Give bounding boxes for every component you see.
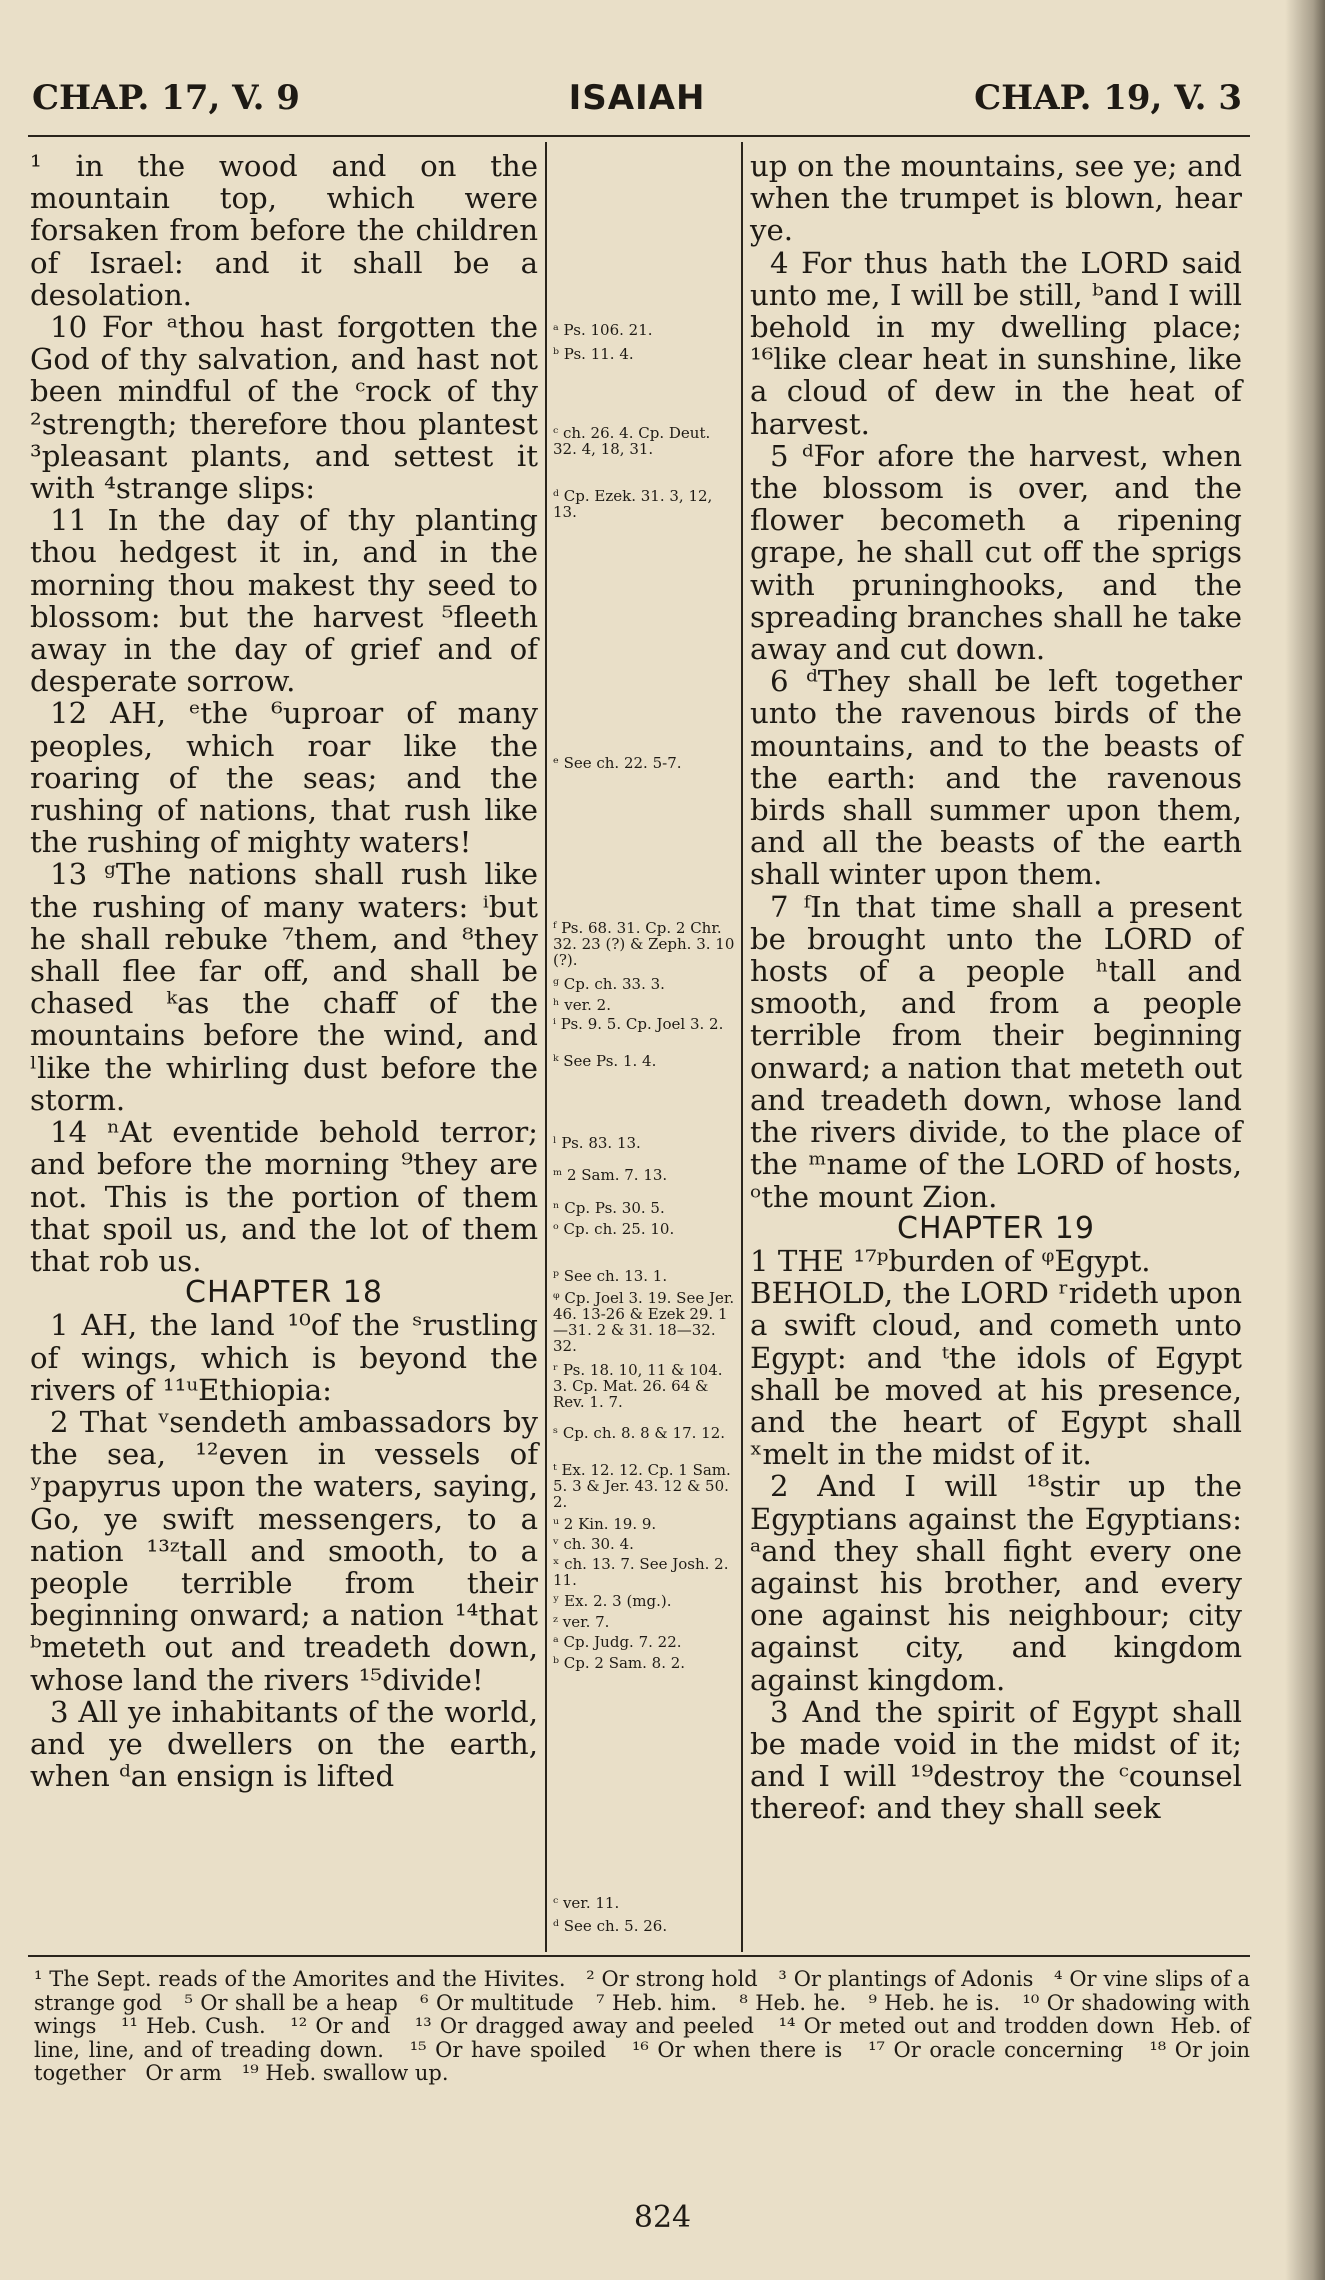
- cross-reference: ᵒ Cp. ch. 25. 10.: [553, 1220, 675, 1238]
- verse-paragraph: 6 ᵈThey shall be left together unto the ravenous birds of the mountains, and to the beasts of the earth: and the ravenous birds shall summer upon them, and all the beasts of the earth shall winter upon them.: [750, 664, 1242, 892]
- verse-paragraph: 14 ⁿAt eventide behold terror; and before the morning ⁹they are not. This is the portion of them that spoil us, and the lot of them that rob us.: [30, 1115, 538, 1278]
- footnote: ⁷ Heb. him.: [596, 1990, 718, 2015]
- column-divider-right: [741, 142, 743, 1952]
- cross-reference: ᵗ Ex. 12. 12. Cp. 1 Sam. 5. 3 & Jer. 43. 12 & 50. 2.: [553, 1461, 731, 1511]
- cross-reference: ˡ Ps. 83. 13.: [553, 1134, 641, 1152]
- cross-reference: ᵇ Ps. 11. 4.: [553, 345, 634, 363]
- cross-reference: ᵘ 2 Kin. 19. 9.: [553, 1515, 657, 1533]
- footnote: ¹⁵ Or have spoiled: [409, 2037, 607, 2062]
- cross-reference: ˢ Cp. ch. 8. 8 & 17. 12.: [553, 1424, 726, 1442]
- footnote: ¹⁷ Or oracle concerning: [868, 2037, 1124, 2062]
- footnote: Or arm: [145, 2061, 222, 2085]
- cross-reference: ᵇ Cp. 2 Sam. 8. 2.: [553, 1654, 686, 1672]
- footnote: ¹⁶ Or when there is: [631, 2037, 843, 2062]
- footnote: ¹³ Or dragged away and peeled: [414, 2014, 754, 2038]
- verse-paragraph: 10 For ᵃthou hast forgotten the God of thy salvation, and hast not been mindful of the ᶜrock of thy ²strength; therefore thou plantest ³pleasant plants, and settest it with ⁴strange slips:: [30, 310, 538, 506]
- cross-reference: ʳ Ps. 18. 10, 11 & 104. 3. Cp. Mat. 26. 64 & Rev. 1. 7.: [553, 1361, 723, 1411]
- cross-reference: ᶜ ch. 26. 4. Cp. Deut. 32. 4, 18, 31.: [553, 424, 711, 458]
- footnote: ¹² Or and: [290, 2014, 391, 2038]
- footnote: ¹⁰ Or shadowing with wings: [34, 1990, 1251, 2038]
- cross-reference: ᶜ ver. 11.: [553, 1894, 620, 1912]
- footnote: ⁸ Heb. he.: [739, 1990, 847, 2015]
- verse-paragraph: 3 And the spirit of Egypt shall be made void in the midst of it; and I will ¹⁹destroy the ᶜcounsel thereof: and they shall seek: [750, 1694, 1242, 1826]
- verse-paragraph: 5 ᵈFor afore the harvest, when the blossom is over, and the flower becometh a ripening grape, he shall cut off the sprigs with pruninghooks, and the spreading branches shall he take away and cut down.: [750, 438, 1242, 667]
- footnote: ³ Or plantings of Adonis: [778, 1967, 1034, 1991]
- chapter-heading: CHAPTER 19: [897, 1210, 1095, 1246]
- footnote: ¹⁹ Heb. swallow up.: [241, 2061, 449, 2085]
- page-number: 824: [633, 2200, 692, 2235]
- cross-reference: ᵍ Cp. ch. 33. 3.: [553, 975, 665, 993]
- cross-reference: ᵈ See ch. 5. 26.: [553, 1917, 668, 1935]
- footnote: Heb. of line, line, and of treading down.: [34, 2014, 1251, 2062]
- cross-reference-column: [553, 150, 735, 1950]
- page-edge-shadow: [1285, 0, 1325, 2280]
- cross-reference: ᵈ Cp. Ezek. 31. 3, 12, 13.: [553, 487, 713, 521]
- cross-reference: ᵐ 2 Sam. 7. 13.: [553, 1166, 668, 1184]
- footnote: ² Or strong hold: [586, 1967, 758, 1991]
- header-divider: [28, 135, 1250, 137]
- text-column-right: [750, 150, 1242, 1950]
- cross-reference: ʰ ver. 2.: [553, 996, 611, 1014]
- header-left: CHAP. 17, V. 9: [32, 78, 300, 118]
- cross-reference: ᶠ Ps. 68. 31. Cp. 2 Chr. 32. 23 (?) & Zeph. 3. 10 (?).: [553, 919, 735, 969]
- footnotes: [34, 1968, 1250, 2086]
- cross-reference: ᵉ See ch. 22. 5-7.: [553, 754, 682, 772]
- footnote: ¹⁸ Or join together: [34, 2037, 1251, 2085]
- verse-paragraph: 4 For thus hath the LORD said unto me, I will be still, ᵇand I will behold in my dwelling place; ¹⁶like clear heat in sunshine, like a cloud of dew in the heat of harvest.: [750, 245, 1242, 441]
- header-right: CHAP. 19, V. 3: [974, 78, 1242, 118]
- verse-paragraph: up on the mountains, see ye; and when the trumpet is blown, hear ye.: [750, 149, 1242, 248]
- footnote-divider: [28, 1955, 1250, 1957]
- cross-reference: ᵛ ch. 30. 4.: [553, 1535, 634, 1553]
- cross-reference: ᶻ ver. 7.: [553, 1613, 610, 1631]
- cross-reference: ⁱ Ps. 9. 5. Cp. Joel 3. 2.: [553, 1015, 724, 1033]
- verse-paragraph: 7 ᶠIn that time shall a present be brought unto the LORD of hosts of a people ʰtall and smooth, and from a people terrible from their beginning onward; a nation that meteth out and treadeth down, whose land the rivers divide, to the place of the ᵐname of the LORD of hosts, ᵒthe mount Zion.: [750, 889, 1242, 1214]
- verse-paragraph: 2 That ᵛsendeth ambassadors by the sea, ¹²even in vessels of ʸpapyrus upon the waters, saying, Go, ye swift messengers, to a nation ¹³ᶻtall and smooth, to a people terrible from their beginning onward; a nation ¹⁴that ᵇmeteth out and treadeth down, whose land the rivers ¹⁵divide!: [30, 1404, 538, 1697]
- cross-reference: ᵠ Cp. Joel 3. 19. See Jer. 46. 13-26 & Ezek 29. 1—31. 2 & 31. 18—32. 32.: [553, 1289, 735, 1355]
- verse-paragraph: BEHOLD, the LORD ʳrideth upon a swift cloud, and cometh unto Egypt: and ᵗthe idols of Egypt shall be moved at his presence, and the heart of Egypt shall ˣmelt in the midst of it.: [750, 1276, 1242, 1472]
- footnote: ⁵ Or shall be a heap: [184, 1990, 398, 2015]
- footnote: ⁹ Heb. he is.: [868, 1990, 1001, 2015]
- verse-paragraph: ¹ in the wood and on the mountain top, which were forsaken from before the children of Israel: and it shall be a desolation.: [30, 149, 538, 312]
- footnote: ¹ The Sept. reads of the Amorites and the Hivites.: [34, 1967, 566, 1991]
- verse-paragraph: 12 AH, ᵉthe ⁶uproar of many peoples, which roar like the roaring of the seas; and the rushing of nations, that rush like the rushing of mighty waters!: [30, 696, 538, 860]
- cross-reference: ⁿ Cp. Ps. 30. 5.: [553, 1199, 665, 1217]
- verse-paragraph: 13 ᵍThe nations shall rush like the rushing of many waters: ⁱbut he shall rebuke ⁷them, and ⁸they shall flee far off, and shall be chased ᵏas the chaff of the mountains before the wind, and ˡlike the whirling dust before the storm.: [30, 857, 538, 1117]
- cross-reference: ᵃ Ps. 106. 21.: [553, 321, 653, 339]
- cross-reference: ᵃ Cp. Judg. 7. 22.: [553, 1633, 682, 1651]
- verse-paragraph: 11 In the day of thy planting thou hedgest it in, and in the morning thou makest thy seed to blossom: but the harvest ⁵fleeth away in the day of grief and of desperate sorrow.: [30, 503, 538, 699]
- footnote-block: [34, 1968, 1250, 2086]
- verse-paragraph: 3 All ye inhabitants of the world, and ye dwellers on the earth, when ᵈan ensign is lifted: [30, 1694, 538, 1794]
- running-header: [32, 78, 1242, 128]
- cross-reference: ʸ Ex. 2. 3 (mg.).: [553, 1592, 672, 1610]
- cross-reference: ᵖ See ch. 13. 1.: [553, 1267, 668, 1285]
- footnote: ⁴ Or vine slips of a strange god: [34, 1967, 1250, 2015]
- footnote: ⁶ Or multitude: [420, 1990, 574, 2015]
- footnote: ¹¹ Heb. Cush.: [121, 2014, 266, 2038]
- verse-paragraph: 2 And I will ¹⁸stir up the Egyptians against the Egyptians: ᵃand they shall fight every one against his brother, and every one against his neighbour; city against city, and kingdom against kingdom.: [750, 1469, 1242, 1697]
- cross-reference: ˣ ch. 13. 7. See Josh. 2. 11.: [553, 1555, 729, 1589]
- verse-paragraph: 1 THE ¹⁷ᵖburden of ᵠEgypt.: [750, 1243, 1151, 1278]
- text-column-left: [30, 150, 538, 1950]
- header-book-title: ISAIAH: [568, 78, 706, 118]
- chapter-heading: CHAPTER 18: [185, 1275, 383, 1311]
- verse-paragraph: 1 AH, the land ¹⁰of the ˢrustling of wings, which is beyond the rivers of ¹¹ᵘEthiopia:: [30, 1308, 538, 1407]
- cross-reference: ᵏ See Ps. 1. 4.: [553, 1052, 657, 1070]
- column-divider-left: [545, 142, 547, 1952]
- footnote: ¹⁴ Or meted out and trodden down: [778, 2014, 1155, 2038]
